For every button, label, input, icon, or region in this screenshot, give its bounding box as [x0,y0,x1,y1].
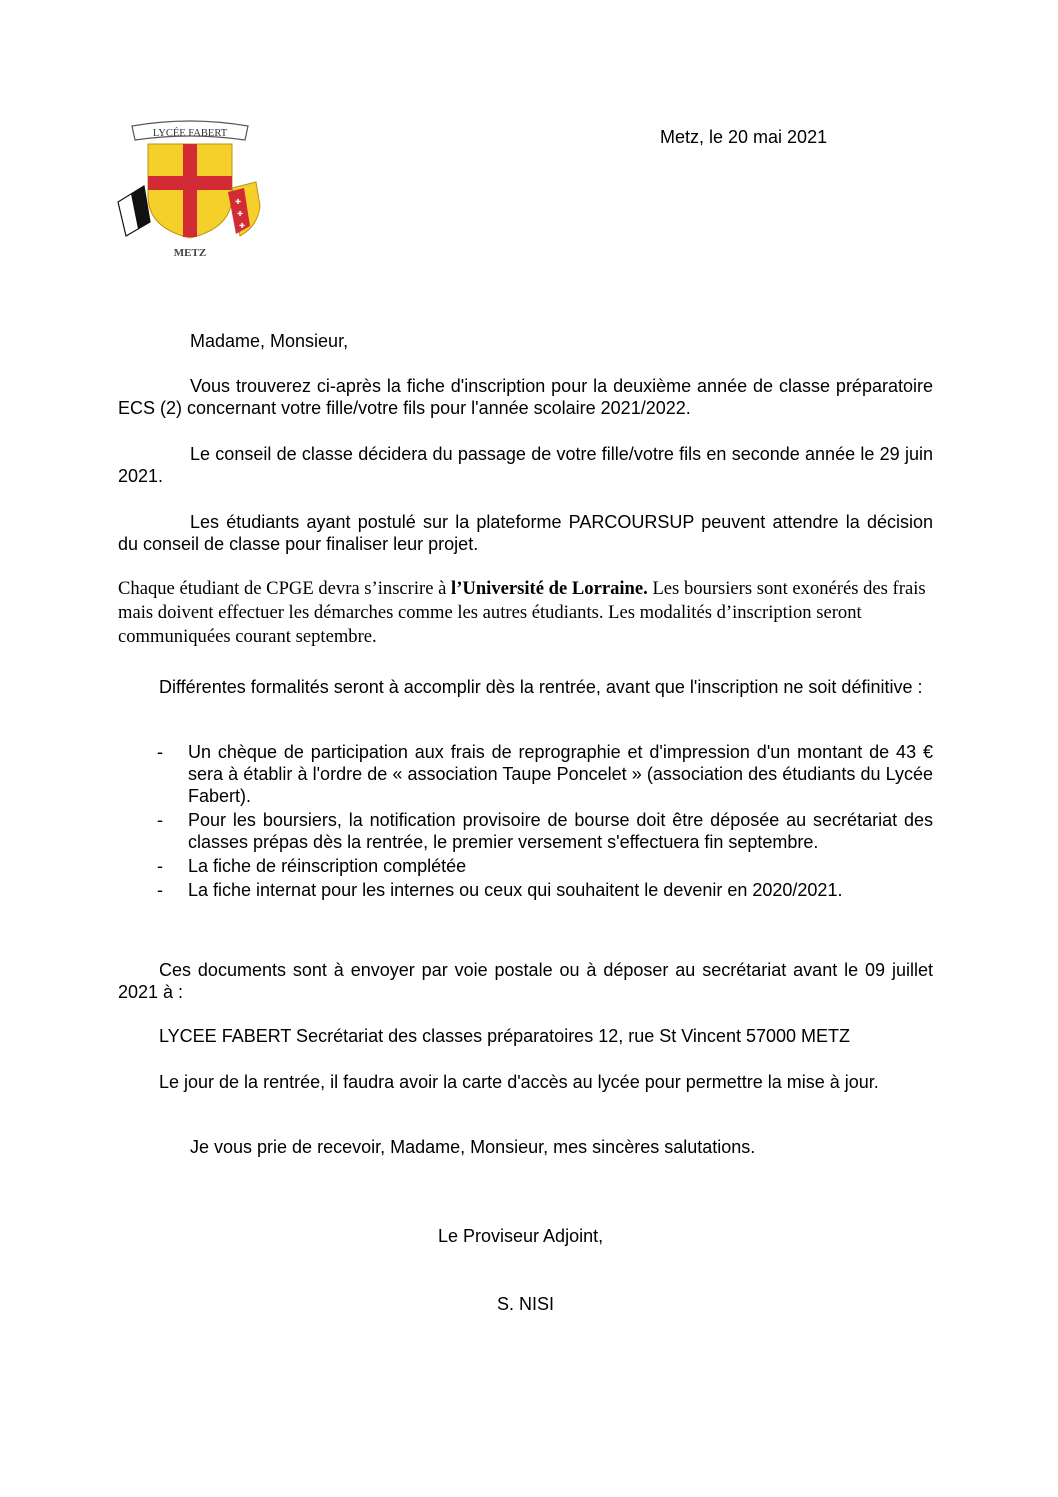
university-name: l’Université de Lorraine. [451,578,648,599]
paragraph-university-registration [118,577,933,649]
university-text-start: Chaque étudiant de CPGE devra s’inscrire à [118,578,452,599]
list-item [118,879,933,901]
signatory-name: S. NISI [497,1294,555,1314]
closing-salutation: Je vous prie de recevoir, Madame, Monsieur, mes sincères salutations. [190,1137,756,1157]
list-item-text: Un chèque de participation aux frais de reprographie et d'impression d'un montant de 43 € sera à établir à l'ordre de « association Taupe Poncelet » (association des étudiants du Lycée Fabert). [188,742,933,806]
greeting: Madame, Monsieur, [190,331,349,351]
date-line: Metz, le 20 mai 2021 [660,127,828,147]
paragraph-formalities: Différentes formalités seront à accomplir dès la rentrée, avant que l'inscription ne soit définitive : [159,677,923,697]
paragraph-registration-form: Vous trouverez ci-après la fiche d'inscription pour la deuxième année de classe préparatoire ECS (2) concernant votre fille/votre fils pour l'année scolaire 2021/2022. [118,376,933,418]
list-item-text: La fiche internat pour les internes ou ceux qui souhaitent le devenir en 2020/2021. [188,880,843,900]
school-address: LYCEE FABERT Secrétariat des classes préparatoires 12, rue St Vincent 57000 METZ [159,1026,851,1046]
list-dash: - [157,856,163,876]
list-dash: - [157,810,163,830]
svg-text:✚: ✚ [237,211,243,218]
list-item [118,741,933,807]
list-item-text: Pour les boursiers, la notification provisoire de bourse doit être déposée au secrétariat des classes prépas dès la rentrée, le premier versement s'effectuera fin septembre. [188,810,933,852]
signatory-title: Le Proviseur Adjoint, [438,1226,604,1246]
svg-text:✚: ✚ [239,223,245,230]
svg-text:✚: ✚ [235,199,241,206]
logo-banner-text: LYCÉE FABERT [152,128,228,139]
university-text-end: Les boursiers sont exonérés des frais mais doivent effectuer les démarches comme les autres étudiants. Les modalités d’inscription seront communiquées courant septembre. [118,578,926,647]
paragraph-access-card: Le jour de la rentrée, il faudra avoir la carte d'accès au lycée pour permettre la mise à jour. [159,1072,879,1092]
formalities-list [118,741,933,901]
list-dash: - [157,880,163,900]
lycee-fabert-logo [110,118,270,263]
list-item [118,809,933,853]
list-item-text: La fiche de réinscription complétée [188,856,467,876]
paragraph-class-council: Le conseil de classe décidera du passage de votre fille/votre fils en seconde année le 29 juin 2021. [118,444,933,486]
logo-city-text: METZ [173,247,207,259]
paragraph-parcoursup: Les étudiants ayant postulé sur la plateforme PARCOURSUP peuvent attendre la décision du conseil de classe pour finaliser leur projet. [118,512,933,554]
list-item [118,855,933,877]
list-dash: - [157,742,163,762]
paragraph-send-documents: Ces documents sont à envoyer par voie postale ou à déposer au secrétariat avant le 09 juillet 2021 à : [118,960,933,1002]
